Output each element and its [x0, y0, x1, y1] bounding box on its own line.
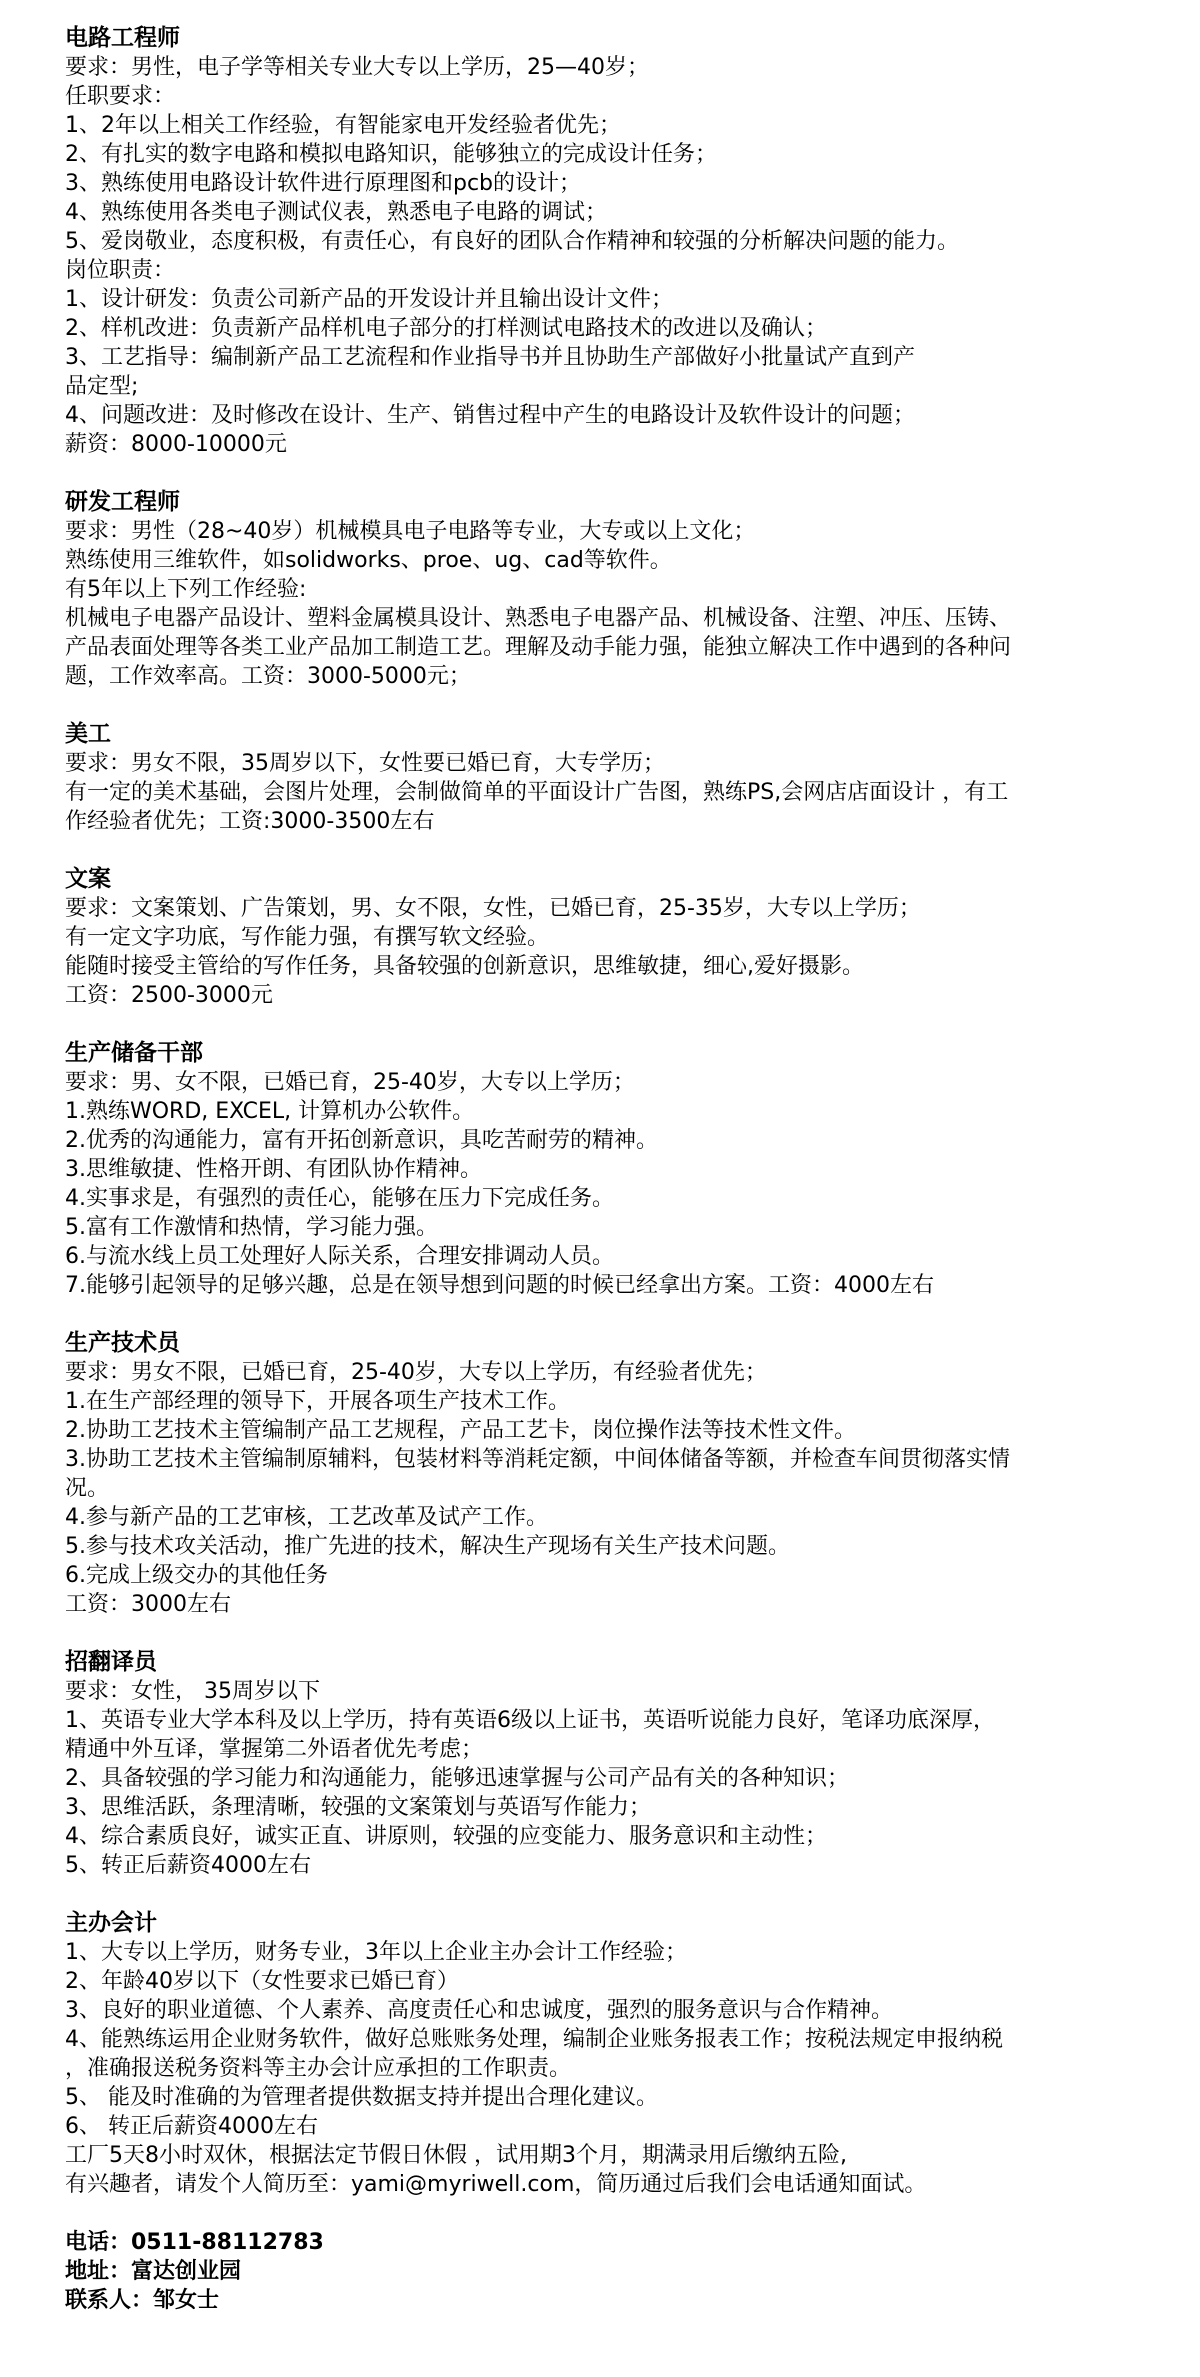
- job-line: 能随时接受主管给的写作任务，具备较强的创新意识，思维敏捷，细心,爱好摄影。: [65, 954, 864, 979]
- job-line: 2.优秀的沟通能力，富有开拓创新意识，具吃苦耐劳的精神。: [65, 1128, 658, 1153]
- job-line: 1.熟练WORD, EXCEL, 计算机办公软件。: [65, 1099, 475, 1124]
- job-section: [65, 1329, 1145, 1619]
- job-line: 要求：男性，电子学等相关专业大专以上学历，25—40岁；: [65, 55, 649, 80]
- job-lines: [65, 749, 1145, 836]
- job-line: 工资：3000左右: [65, 1592, 231, 1617]
- job-line: 岗位职责：: [65, 258, 176, 283]
- job-line: 6.与流水线上员工处理好人际关系，合理安排调动人员。: [65, 1244, 614, 1269]
- job-line: ，准确报送税务资料等主办会计应承担的工作职责。: [65, 2056, 572, 2081]
- job-line: 4、综合素质良好，诚实正直、讲原则，较强的应变能力、服务意识和主动性；: [65, 1824, 827, 1849]
- job-lines: [65, 1677, 1145, 1880]
- job-title: 生产储备干部: [65, 1040, 203, 1066]
- job-line: 2、有扎实的数字电路和模拟电路知识，能够独立的完成设计任务；: [65, 142, 717, 167]
- job-line: 4.参与新产品的工艺审核，工艺改革及试产工作。: [65, 1505, 548, 1530]
- job-line: 1、2年以上相关工作经验，有智能家电开发经验者优先；: [65, 113, 621, 138]
- job-line: 题，工作效率高。工资：3000-5000元；: [65, 664, 471, 689]
- job-section: [65, 1909, 1145, 2141]
- job-line: 有5年以上下列工作经验:: [65, 577, 307, 602]
- job-section: [65, 488, 1145, 691]
- job-title: 美工: [65, 721, 111, 747]
- job-line: 要求：男、女不限，已婚已育，25-40岁，大专以上学历；: [65, 1070, 635, 1095]
- job-line: 4、能熟练运用企业财务软件，做好总账账务处理，编制企业账务报表工作；按税法规定申报纳税: [65, 2027, 1004, 2052]
- job-line: 5.参与技术攻关活动，推广先进的技术，解决生产现场有关生产技术问题。: [65, 1534, 790, 1559]
- contact-line: 地址：富达创业园: [65, 2259, 242, 2284]
- job-line: 5.富有工作激情和热情，学习能力强。: [65, 1215, 438, 1240]
- job-section: [65, 720, 1145, 836]
- job-line: 5、转正后薪资4000左右: [65, 1853, 311, 1878]
- job-line: 1、英语专业大学本科及以上学历，持有英语6级以上证书，英语听说能力良好，笔译功底深厚，: [65, 1708, 995, 1733]
- job-line: 要求：文案策划、广告策划，男、女不限，女性，已婚已育，25-35岁，大专以上学历；: [65, 896, 921, 921]
- job-line: 1、大专以上学历，财务专业，3年以上企业主办会计工作经验；: [65, 1940, 687, 1965]
- job-line: 2、样机改进：负责新产品样机电子部分的打样测试电路技术的改进以及确认；: [65, 316, 827, 341]
- contact-line: 电话：0511-88112783: [65, 2230, 324, 2255]
- job-line: 熟练使用三维软件，如solidworks、proe、ug、cad等软件。: [65, 548, 672, 573]
- job-line: 3.思维敏捷、性格开朗、有团队协作精神。: [65, 1157, 482, 1182]
- footer-line: 工厂5天8小时双休，根据法定节假日休假 ，试用期3个月，期满录用后缴纳五险,: [65, 2143, 847, 2168]
- job-section: [65, 865, 1145, 1010]
- contact-info: [65, 2228, 1145, 2315]
- job-line: 5、爱岗敬业，态度积极，有责任心，有良好的团队合作精神和较强的分析解决问题的能力。: [65, 229, 960, 254]
- job-line: 2、具备较强的学习能力和沟通能力，能够迅速掌握与公司产品有关的各种知识；: [65, 1766, 849, 1791]
- job-title: 文案: [65, 866, 111, 892]
- job-line: 6、 转正后薪资4000左右: [65, 2114, 318, 2139]
- job-line: 1.在生产部经理的领导下，开展各项生产技术工作。: [65, 1389, 570, 1414]
- job-line: 2.协助工艺技术主管编制产品工艺规程，产品工艺卡，岗位操作法等技术性文件。: [65, 1418, 856, 1443]
- job-line: 有一定的美术基础，会图片处理，会制做简单的平面设计广告图，熟练PS,会网店店面设计 ，有工: [65, 780, 1009, 805]
- job-line: 薪资：8000-10000元: [65, 432, 287, 457]
- job-line: 3、思维活跃，条理清晰，较强的文案策划与英语写作能力；: [65, 1795, 651, 1820]
- contact-line: 联系人：邹女士: [65, 2288, 220, 2313]
- job-line: 3、熟练使用电路设计软件进行原理图和pcb的设计；: [65, 171, 582, 196]
- job-line: 2、年龄40岁以下（女性要求已婚已育）: [65, 1969, 459, 1994]
- job-line: 要求：男性（28~40岁）机械模具电子电路等专业，大专或以上文化；: [65, 519, 756, 544]
- job-line: 精通中外互译，掌握第二外语者优先考虑；: [65, 1737, 484, 1762]
- job-title: 生产技术员: [65, 1330, 180, 1356]
- footer-line: 有兴趣者，请发个人简历至：yami@myriwell.com，简历通过后我们会电话通知面试。: [65, 2172, 927, 2197]
- job-title: 电路工程师: [65, 25, 180, 51]
- job-line: 要求：男女不限，已婚已育，25-40岁，大专以上学历，有经验者优先；: [65, 1360, 767, 1385]
- job-lines: [65, 517, 1145, 691]
- job-title: 主办会计: [65, 1910, 157, 1936]
- job-lines: [65, 894, 1145, 1010]
- job-line: 工资：2500-3000元: [65, 983, 273, 1008]
- jobs-container: [65, 24, 1145, 2141]
- job-section: [65, 24, 1145, 459]
- job-line: 1、设计研发：负责公司新产品的开发设计并且输出设计文件；: [65, 287, 673, 312]
- job-line: 7.能够引起领导的足够兴趣，总是在领导想到问题的时候已经拿出方案。工资：4000左右: [65, 1273, 934, 1298]
- job-lines: [65, 1938, 1145, 2141]
- job-line: 4、熟练使用各类电子测试仪表，熟悉电子电路的调试；: [65, 200, 607, 225]
- job-line: 3.协助工艺技术主管编制原辅料，包装材料等消耗定额，中间体储备等额，并检查车间贯彻落实情: [65, 1447, 1010, 1472]
- footer-note: [65, 2141, 1145, 2199]
- job-lines: [65, 1358, 1145, 1619]
- job-line: 任职要求：: [65, 84, 176, 109]
- job-line: 品定型;: [65, 374, 139, 399]
- job-line: 6.完成上级交办的其他任务: [65, 1563, 328, 1588]
- job-line: 4、问题改进：及时修改在设计、生产、销售过程中产生的电路设计及软件设计的问题；: [65, 403, 915, 428]
- job-line: 有一定文字功底，写作能力强，有撰写软文经验。: [65, 925, 550, 950]
- job-line: 要求：女性， 35周岁以下: [65, 1679, 320, 1704]
- job-section: [65, 1039, 1145, 1300]
- job-title: 招翻译员: [65, 1649, 157, 1675]
- job-line: 3、工艺指导：编制新产品工艺流程和作业指导书并且协助生产部做好小批量试产直到产: [65, 345, 915, 370]
- job-line: 要求：男女不限，35周岁以下，女性要已婚已育，大专学历；: [65, 751, 665, 776]
- job-line: 4.实事求是，有强烈的责任心，能够在压力下完成任务。: [65, 1186, 614, 1211]
- job-line: 况。: [65, 1476, 110, 1501]
- job-lines: [65, 1068, 1145, 1300]
- job-line: 5、 能及时准确的为管理者提供数据支持并提出合理化建议。: [65, 2085, 658, 2110]
- job-title: 研发工程师: [65, 489, 180, 515]
- job-line: 机械电子电器产品设计、塑料金属模具设计、熟悉电子电器产品、机械设备、注塑、冲压、压铸、: [65, 606, 1012, 631]
- job-line: 作经验者优先；工资:3000-3500左右: [65, 809, 435, 834]
- job-lines: [65, 53, 1145, 459]
- job-section: [65, 1648, 1145, 1880]
- job-line: 产品表面处理等各类工业产品加工制造工艺。理解及动手能力强，能独立解决工作中遇到的各种问: [65, 635, 1012, 660]
- job-line: 3、良好的职业道德、个人素养、高度责任心和忠诚度，强烈的服务意识与合作精神。: [65, 1998, 893, 2023]
